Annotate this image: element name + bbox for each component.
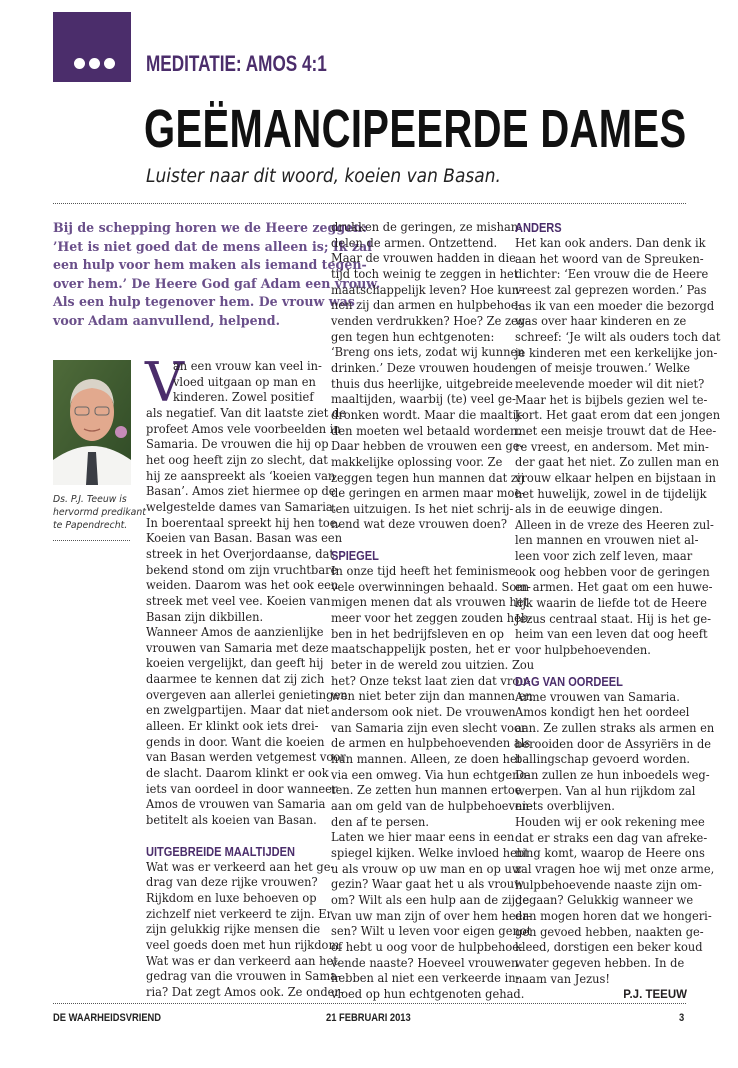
three-dots-icon	[89, 58, 100, 69]
text-line: zal vragen hoe wij met onze arme,	[515, 861, 715, 876]
text-line: u als vrouw op uw man en op uw	[331, 861, 522, 876]
text-line: vloed uitgaan op man en	[172, 374, 316, 389]
text-line: de geringen en armen maar moe-	[331, 486, 526, 501]
section-kicker: MEDITATIE: AMOS 4:1	[146, 51, 327, 76]
text-line: hun mannen. Alleen, ze doen het	[331, 752, 522, 766]
text-line: naam van Jezus!	[515, 971, 610, 986]
text-line: Amos de vrouwen van Samaria	[146, 797, 326, 812]
text-line: den moeten wel betaald worden.	[331, 423, 521, 438]
text-line: gezin? Waar gaat het u als vrouw	[331, 877, 524, 892]
text-line: beter in de wereld zou uitzien. Zou	[331, 658, 535, 673]
text-line: vrouw elkaar helpen en bijstaan in	[515, 470, 716, 485]
text-line: het huwelijk, zowel in de tijdelijk	[515, 486, 707, 501]
text-line: Wat was er dan verkeerd aan het	[146, 953, 338, 968]
caption-divider	[53, 540, 130, 541]
text-line: hij ze aanspreekt als ‘koeien van	[146, 468, 336, 483]
text-line: re vreest, en andersom. Met min-	[515, 439, 709, 454]
text-line: meelevende moeder wil dit niet?	[515, 376, 705, 391]
text-line: drinken.’ Deze vrouwen houden	[331, 360, 516, 375]
text-line: Rijkdom en luxe behoeven op	[146, 891, 317, 905]
text-line: nend wat deze vrouwen doen?	[331, 517, 508, 532]
text-line: met een meisje trouwt dat de Hee-	[515, 423, 717, 438]
author-signature: P.J. TEEUW	[623, 989, 687, 1002]
intro-line: een hulp voor hem maken als iemand tegen-	[53, 257, 367, 273]
article-subtitle: Luister naar dit woord, koeien van Basan.	[146, 166, 501, 187]
text-line: overgeven aan allerlei genietingen	[146, 687, 348, 702]
text-line: aan. Ze zullen straks als armen en	[515, 721, 715, 736]
section-heading: SPIEGEL	[331, 548, 379, 564]
intro-line: Bij de schepping horen we de Heere zeggen:	[53, 220, 367, 235]
text-line: In boerentaal spreekt hij hen toe.	[146, 515, 341, 530]
section-heading: ANDERS	[515, 220, 562, 235]
text-line: drukken de geringen, ze mishan-	[331, 220, 523, 234]
text-line: het oog heeft zijn zo slecht, dat	[146, 452, 328, 467]
text-line: niets overblijven.	[515, 799, 615, 814]
text-line: den af te persen.	[331, 814, 429, 829]
text-line: hulpbehoevende naaste zijn om-	[515, 877, 702, 892]
text-line: alleen. Er klinkt ook iets drei-	[146, 719, 319, 734]
text-line: profeet Amos vele voorbeelden in	[146, 421, 341, 436]
text-line: Wat was er verkeerd aan het ge-	[146, 859, 335, 874]
text-line: Amos kondigt hen het oordeel	[515, 705, 690, 720]
text-line: vrouwen van Samaria met deze	[146, 640, 329, 655]
caption-line: hervormd predikant	[53, 507, 146, 518]
text-line: las ik van een moeder die bezorgd	[515, 298, 715, 313]
caption-line: Ds. P.J. Teeuw is	[53, 494, 127, 505]
text-line: maatschappelijk posten, het er	[331, 642, 511, 657]
text-line: zijn gelukkig rijke mensen die	[146, 922, 321, 937]
text-line: delen de armen. Ontzettend.	[331, 235, 498, 250]
caption-line: te Papendrecht.	[53, 520, 128, 531]
text-line: ning komt, waarop de Heere ons	[515, 846, 705, 861]
intro-lead	[53, 219, 381, 331]
text-line: Basan zijn dikbillen.	[146, 609, 264, 624]
text-line: Alleen in de vreze des Heeren zul-	[515, 517, 714, 532]
text-line: aan het woord van de Spreuken-	[515, 251, 704, 266]
intro-line: Als een hulp tegenover hem. De vrouw was	[53, 294, 355, 310]
header-divider	[53, 203, 686, 204]
text-line: Koeien van Basan. Basan was een	[146, 531, 343, 546]
text-line: Maar het is bijbels gezien wel te-	[515, 392, 708, 407]
section-heading: UITGEBREIDE MAALTIJDEN	[146, 843, 295, 859]
intro-line: over hem.’ De Heere God gaf Adam een vrouw.	[53, 275, 381, 291]
text-line: leen voor zich zelf leven, maar	[515, 549, 693, 564]
text-line: vreest zal geprezen worden.’ Pas	[515, 282, 707, 297]
text-line: berooiden door de Assyriërs in de	[515, 736, 712, 751]
text-line: als in de eeuwige dingen.	[515, 502, 663, 517]
text-line: of hebt u oog voor de hulpbehoe-	[331, 939, 523, 954]
text-line: dan mogen horen dat we hongeri-	[515, 908, 712, 923]
text-line: Daar hebben de vrouwen een ge-	[331, 439, 524, 454]
text-line: maaltijden, waarbij (te) veel ge-	[331, 392, 516, 407]
text-line: makkelijke oplossing voor. Ze	[331, 454, 503, 469]
text-line: koeien vergelijkt, dan geeft hij	[146, 656, 324, 671]
text-line: vele overwinningen behaald. Som-	[331, 579, 531, 594]
text-line: an een vrouw kan veel in-	[172, 359, 322, 373]
text-line: iets van oordeel in door wanneer	[146, 781, 338, 796]
article-title: GEËMANCIPEERDE DAMES	[144, 99, 687, 159]
text-line: Arme vrouwen van Samaria.	[515, 689, 680, 704]
text-line: In onze tijd heeft het feminisme	[331, 564, 516, 579]
text-line: streek in het Overjordaanse, dat	[146, 546, 334, 561]
text-line: weiden. Daarom was het ook een	[146, 578, 339, 593]
section-logo-box	[53, 12, 131, 82]
text-line: van uw man zijn of over hem heer-	[331, 908, 532, 923]
text-line: als negatief. Van dit laatste ziet de	[146, 405, 347, 420]
text-line: maatschappelijk leven? Hoe kun-	[331, 282, 523, 297]
text-line: gedrag van die vrouwen in Sama-	[146, 969, 341, 984]
text-line: gen gevoed hebben, naakten ge-	[515, 924, 704, 939]
author-photo	[53, 360, 131, 485]
text-line: meer voor het zeggen zouden heb-	[331, 611, 533, 626]
text-line: de armen en hulpbehoevenden als	[331, 736, 531, 751]
article-column-2	[331, 220, 535, 1003]
text-line: migen menen dat als vrouwen het	[331, 595, 529, 610]
text-line: Maar de vrouwen hadden in die	[331, 251, 516, 266]
text-line: het? Onze tekst laat zien dat vrou-	[331, 673, 531, 688]
text-line: lijk waarin de liefde tot de Heere	[515, 596, 707, 611]
text-line: vende naaste? Hoeveel vrouwen	[331, 955, 519, 970]
text-line: zeggen tegen hun mannen dat zij	[331, 470, 525, 485]
text-line: der gaat het niet. Zo zullen man en	[515, 455, 720, 470]
footer-divider	[53, 1003, 686, 1004]
text-line: water gegeven hebben. In de	[515, 955, 685, 970]
text-line: drag van deze rijke vrouwen?	[146, 875, 318, 890]
three-dots-icon	[104, 58, 115, 69]
text-line: Samaria. De vrouwen die hij op	[146, 437, 329, 452]
text-line: ballingschap gevoerd worden.	[515, 752, 691, 767]
text-line: dat er straks een dag van afreke-	[515, 830, 708, 845]
text-line: kort. Het gaat erom dat een jongen	[515, 408, 721, 423]
text-line: voor hulpbehoevenden.	[515, 643, 651, 658]
three-dots-icon	[74, 58, 85, 69]
text-line: ten uitzuigen. Is het niet schrij-	[331, 501, 514, 516]
text-line: streek met veel vee. Koeien van	[146, 593, 331, 608]
text-line: bekend stond om zijn vruchtbare	[146, 562, 338, 577]
text-line: gends in door. Want die koeien	[146, 734, 325, 749]
text-line: sen? Wilt u leven voor eigen genot	[331, 924, 532, 939]
text-line: Dan zullen ze hun inboedels weg-	[515, 768, 710, 782]
article-column-1	[145, 351, 348, 1001]
text-line: nen zij dan armen en hulpbehoe-	[331, 298, 522, 313]
text-line: gen of meisje trouwen.’ Welke	[515, 361, 691, 376]
article-column-3	[515, 220, 721, 1004]
text-line: betitelt als koeien van Basan.	[146, 813, 317, 828]
footer-publication: DE WAARHEIDSVRIEND	[53, 1012, 162, 1024]
text-line: Wanneer Amos de aanzienlijke	[146, 625, 324, 640]
text-line: en armen. Het gaat om een huwe-	[515, 580, 713, 595]
text-line: daarmee te kennen dat zij zich	[146, 672, 325, 687]
text-line: werpen. Van al hun rijkdom zal	[515, 783, 696, 798]
text-line: aan om geld van de hulpbehoeven-	[331, 798, 533, 813]
footer-page-number: 3	[679, 1012, 685, 1024]
text-line: veel goeds doen met hun rijkdom.	[146, 937, 343, 952]
text-line: venden verdrukken? Hoe? Ze zeg-	[331, 313, 530, 328]
text-line: welgestelde dames van Samaria.	[146, 499, 337, 514]
drop-cap: V	[145, 351, 184, 414]
text-line: ‘Breng ons iets, zodat wij kunnen	[331, 345, 525, 360]
text-line: Jezus centraal staat. Hij is het ge-	[515, 611, 712, 626]
text-line: spiegel kijken. Welke invloed hebt	[331, 845, 529, 860]
text-line: was over haar kinderen en ze	[515, 314, 687, 329]
text-line: wen niet beter zijn dan mannen en	[331, 689, 533, 704]
text-line: dronken wordt. Maar die maaltij-	[331, 407, 524, 422]
text-line: zichzelf niet verkeerd te zijn. Er	[146, 906, 333, 921]
text-line: gen tegen hun echtgenoten:	[331, 329, 495, 344]
text-line: Laten we hier maar eens in een	[331, 830, 515, 845]
text-line: tijd toch weinig te zeggen in het	[331, 266, 519, 281]
intro-line: voor Adam aanvullend, helpend.	[53, 312, 280, 328]
text-line: gegaan? Gelukkig wanneer we	[515, 893, 694, 908]
text-line: dichter: ‘Een vrouw die de Heere	[515, 267, 709, 282]
text-line: van Samaria zijn even slecht voor	[331, 720, 527, 735]
text-line: vloed op hun echtgenoten gehad.	[331, 986, 525, 1001]
text-line: de slacht. Daarom klinkt er ook	[146, 766, 329, 781]
text-line: thuis dus heerlijke, uitgebreide	[331, 376, 513, 391]
text-line: Houden wij er ook rekening mee	[515, 814, 705, 829]
author-caption	[53, 493, 146, 532]
text-line: en zwelgpartijen. Maar dat niet	[146, 703, 330, 718]
section-heading: DAG VAN OORDEEL	[515, 673, 623, 689]
intro-line: ’Het is niet goed dat de mens alleen is; Ik zal	[53, 238, 372, 254]
text-line: via een omweg. Via hun echtgeno-	[331, 767, 531, 782]
text-line: ben in het bedrijfsleven en op	[331, 626, 504, 641]
text-line: je kinderen met een kerkelijke jon-	[515, 345, 718, 360]
text-line: schreef: ‘Je wilt als ouders toch dat	[515, 329, 721, 344]
text-line: ria? Dat zegt Amos ook. Ze onder-	[146, 984, 344, 999]
text-line: Basan’. Amos ziet hiermee op de	[146, 484, 336, 499]
text-line: len mannen en vrouwen niet al-	[515, 533, 699, 548]
text-line: om? Wilt als een hulp aan de zijde	[331, 892, 530, 907]
text-line: kleed, dorstigen een beker koud	[515, 940, 703, 955]
text-line: Het kan ook anders. Dan denk ik	[515, 236, 706, 250]
text-line: andersom ook niet. De vrouwen	[331, 705, 516, 720]
text-line: hebben al niet een verkeerde in-	[331, 971, 520, 986]
text-line: kinderen. Zowel positief	[172, 390, 314, 405]
text-line: ook oog hebben voor de geringen	[515, 564, 710, 579]
text-line: ten. Ze zetten hun mannen ertoe	[331, 783, 522, 798]
text-line: heim van een leven dat oog heeft	[515, 627, 708, 642]
text-line: van Basan werden vetgemest voor	[146, 750, 346, 765]
footer-date: 21 FEBRUARI 2013	[326, 1012, 411, 1024]
